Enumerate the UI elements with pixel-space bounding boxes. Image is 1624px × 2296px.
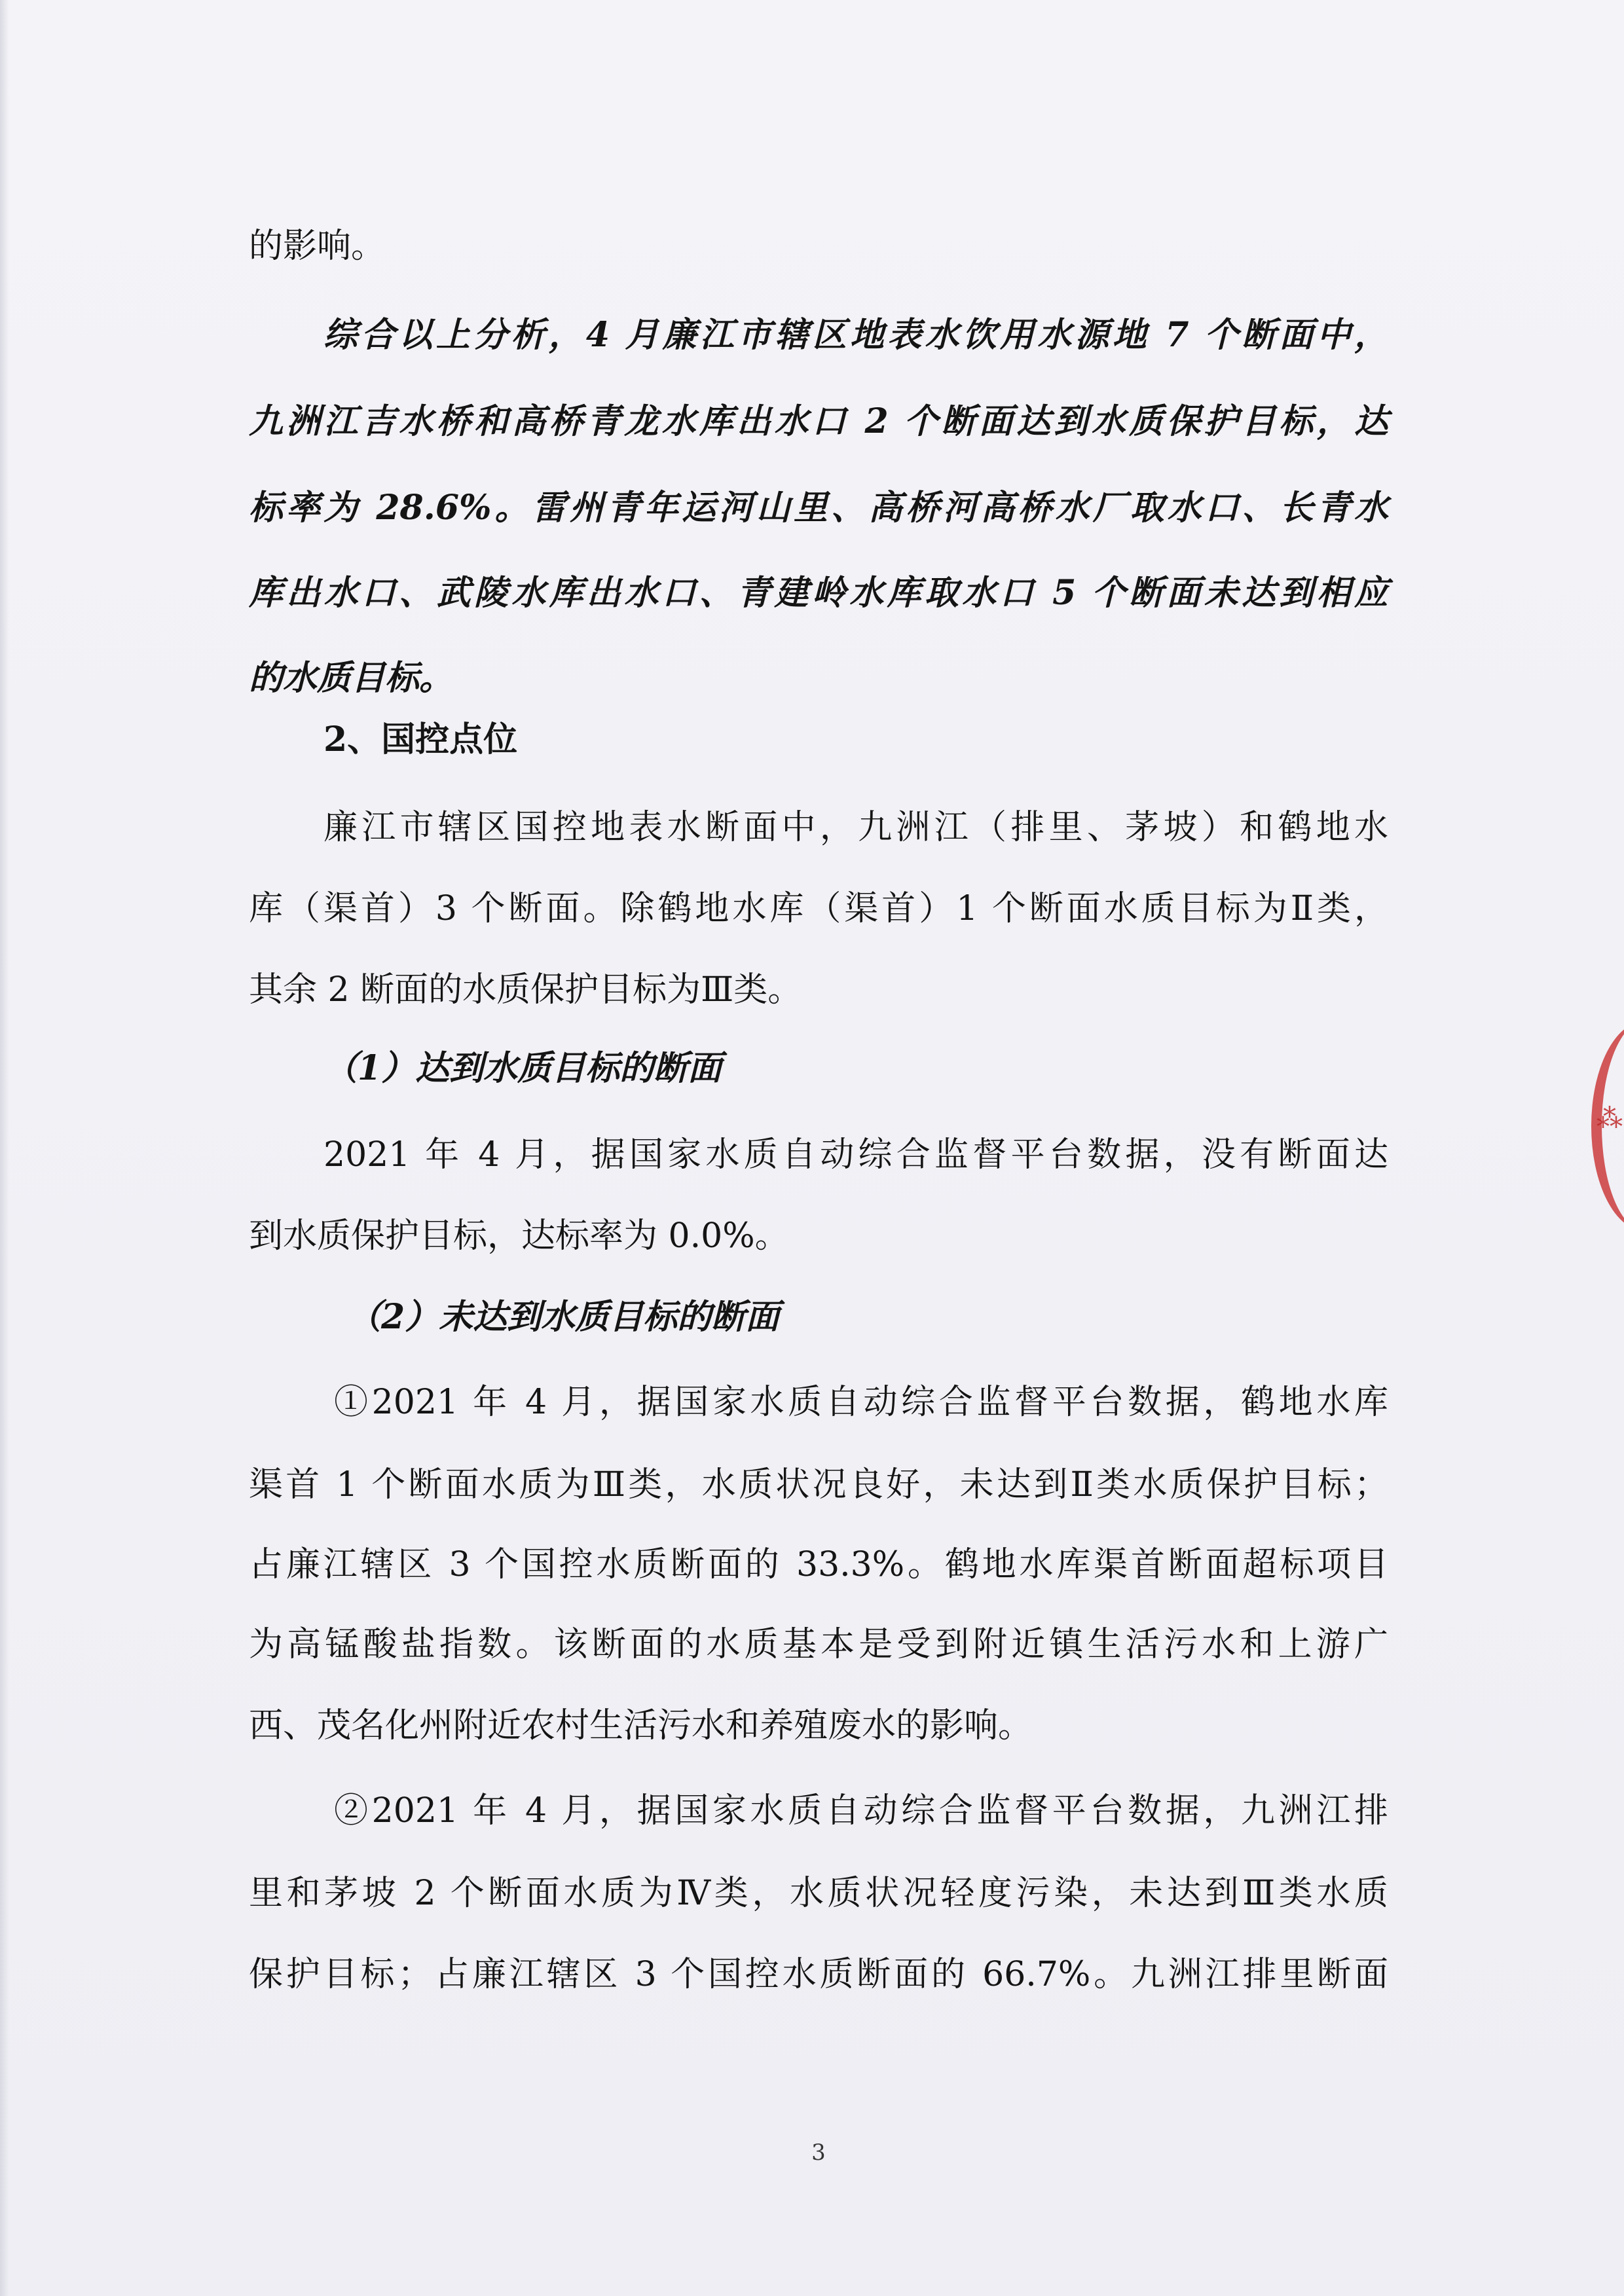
page-number: 3 xyxy=(811,2140,826,2166)
paragraph-line: 西、茂名化州附近农村生活污水和养殖废水的影响。 xyxy=(249,1706,1033,1745)
summary-line: 的水质目标。 xyxy=(249,658,454,698)
paragraph-line: 为高锰酸盐指数。该断面的水质基本是受到附近镇生活污水和上游广 xyxy=(249,1625,1388,1664)
subsection-heading: （1）达到水质目标的断面 xyxy=(323,1048,722,1088)
paragraph-line: 的影响。 xyxy=(249,227,386,266)
scan-edge-shadow xyxy=(0,0,9,2296)
paragraph-line: 渠首 1 个断面水质为Ⅲ类，水质状况良好，未达到Ⅱ类水质保护目标； xyxy=(249,1465,1388,1504)
summary-line: 库出水口、武陵水库出水口、青建岭水库取水口 5 个断面未达到相应 xyxy=(249,573,1388,613)
paragraph-line: 里和茅坡 2 个断面水质为Ⅳ类，水质状况轻度污染，未达到Ⅲ类水质 xyxy=(249,1874,1388,1913)
section-heading: 2、国控点位 xyxy=(323,720,518,759)
seal-fragment-icon: ⁂ xyxy=(1596,1104,1623,1134)
paragraph-line: ①2021 年 4 月，据国家水质自动综合监督平台数据，鹤地水库 xyxy=(334,1383,1388,1422)
paragraph-line: 占廉江辖区 3 个国控水质断面的 33.3%。鹤地水库渠首断面超标项目 xyxy=(249,1545,1388,1584)
paragraph-line: 廉江市辖区国控地表水断面中，九洲江（排里、茅坡）和鹤地水 xyxy=(323,808,1388,847)
paragraph-line: 保护目标；占廉江辖区 3 个国控水质断面的 66.7%。九洲江排里断面 xyxy=(249,1955,1388,1994)
summary-line: 九洲江吉水桥和高桥青龙水库出水口 2 个断面达到水质保护目标，达 xyxy=(249,401,1388,441)
subsection-heading: （2）未达到水质目标的断面 xyxy=(347,1297,780,1337)
summary-line: 综合以上分析，4 月廉江市辖区地表水饮用水源地 7 个断面中， xyxy=(323,315,1388,355)
paragraph-line: 库（渠首）3 个断面。除鹤地水库（渠首）1 个断面水质目标为Ⅱ类， xyxy=(249,889,1388,928)
paragraph-line: 其余 2 断面的水质保护目标为Ⅲ类。 xyxy=(249,970,802,1010)
paragraph-line: 2021 年 4 月，据国家水质自动综合监督平台数据，没有断面达 xyxy=(323,1135,1388,1175)
paragraph-line: ②2021 年 4 月，据国家水质自动综合监督平台数据，九洲江排 xyxy=(334,1791,1388,1831)
paragraph-line: 到水质保护目标，达标率为 0.0%。 xyxy=(249,1216,789,1256)
summary-line: 标率为 28.6%。雷州青年运河山里、高桥河高桥水厂取水口、长青水 xyxy=(249,488,1388,528)
